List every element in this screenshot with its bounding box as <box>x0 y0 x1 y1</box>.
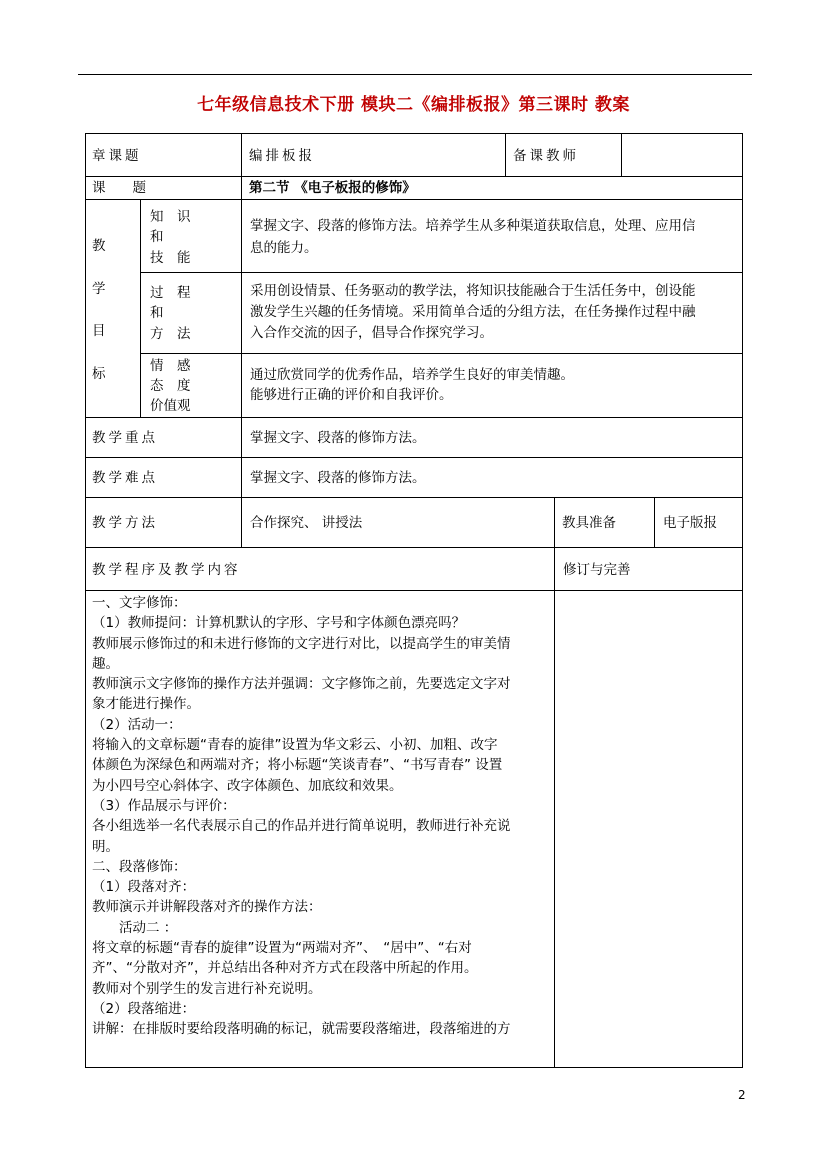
content-line-6: 象才能进行操作。 <box>92 696 200 713</box>
page-number: 2 <box>738 1088 746 1102</box>
objective-1-text-line-1: 掌握文字、段落的修饰方法。培养学生从多种渠道获取信息，处理、应用信 <box>250 218 696 234</box>
objective-2-text-line-1: 采用创设情景、任务驱动的教学法，将知识技能融合于生活任务中，创设能 <box>250 283 696 299</box>
objective-2-text-line-3: 入合作交流的因子，倡导合作探究学习。 <box>250 325 493 341</box>
content-line-17: 活动二 ： <box>92 919 178 936</box>
objective-3-label-line-3: 价值观 <box>150 398 191 414</box>
cell-teacher-value <box>621 133 743 177</box>
objectives-side-char-4: 标 <box>92 366 106 382</box>
content-line-9: 体颜色为深绿色和两端对齐；将小标题“笑谈青春”、“书写青春” 设置 <box>92 757 503 774</box>
method-value: 合作探究、 讲授法 <box>250 515 363 531</box>
chapter-label: 章课题 <box>92 148 142 164</box>
objective-2-label-line-2: 和 <box>150 305 164 321</box>
objective-1-label-line-3: 技 能 <box>150 250 191 266</box>
cell-objective-1-text <box>241 199 743 273</box>
objective-3-text-line-1: 通过欣赏同学的优秀作品，培养学生良好的审美情趣。 <box>250 367 574 383</box>
key-point-value: 掌握文字、段落的修饰方法。 <box>250 430 426 446</box>
objective-1-text-line-2: 息的能力。 <box>250 240 318 256</box>
content-line-13: 明。 <box>92 838 119 855</box>
objectives-side-char-1: 教 <box>92 238 106 254</box>
method-label: 教学方法 <box>92 515 158 531</box>
cell-objectives-side <box>85 199 141 418</box>
header-rule <box>78 74 752 75</box>
content-line-19: 齐”、“分散对齐”，并总结出各种对齐方式在段落中所起的作用。 <box>92 960 478 977</box>
teacher-label: 备课教师 <box>513 148 579 164</box>
content-line-21: （2）段落缩进： <box>92 1000 196 1017</box>
cell-revise-area <box>554 590 743 1068</box>
revise-label: 修订与完善 <box>563 562 631 578</box>
content-line-15: （1）段落对齐： <box>92 879 196 896</box>
objective-1-label-line-2: 和 <box>150 229 164 245</box>
objective-2-text-line-2: 激发学生兴趣的任务情境。采用简单合适的分组方法，在任务操作过程中融 <box>250 304 696 320</box>
content-line-1: 一、文字修饰： <box>92 595 187 611</box>
content-line-22: 讲解：在排版时要给段落明确的标记，就需要段落缩进，段落缩进的方 <box>92 1021 511 1038</box>
content-line-12: 各小组选举一名代表展示自己的作品并进行简单说明，教师进行补充说 <box>92 818 511 835</box>
tools-label: 教具准备 <box>562 515 616 531</box>
content-line-18: 将文章的标题“青春的旋律”设置为“两端对齐”、 “居中”、“右对 <box>92 940 472 957</box>
content-line-7: （2）活动一： <box>92 716 182 733</box>
objective-3-label-line-2: 态 度 <box>150 378 191 394</box>
content-line-16: 教师演示并讲解段落对齐的操作方法： <box>92 899 322 916</box>
objective-3-text-line-2: 能够进行正确的评价和自我评价。 <box>250 387 453 403</box>
key-point-label: 教学重点 <box>92 430 158 446</box>
document-title: 七年级信息技术下册 模块二《编排板报》第三课时 教案 <box>197 95 630 115</box>
difficulty-label: 教学难点 <box>92 470 158 486</box>
objective-2-label-line-3: 方 法 <box>150 326 191 342</box>
content-line-11: （3）作品展示与评价： <box>92 797 236 814</box>
content-line-14: 二、段落修饰： <box>92 858 187 875</box>
topic-label: 课 题 <box>92 180 146 196</box>
objective-1-label-line-1: 知 识 <box>150 209 191 225</box>
objective-3-label-line-1: 情 感 <box>150 358 191 374</box>
difficulty-value: 掌握文字、段落的修饰方法。 <box>250 470 426 486</box>
objective-2-label-line-1: 过 程 <box>150 285 191 301</box>
content-line-4: 趣。 <box>92 655 119 672</box>
content-line-2: （1）教师提问：计算机默认的字形、字号和字体颜色漂亮吗？ <box>92 615 466 632</box>
content-line-5: 教师演示文字修饰的操作方法并强调：文字修饰之前，先要选定文字对 <box>92 676 511 693</box>
topic-value: 第二节 《电子板报的修饰》 <box>249 180 416 196</box>
content-line-10: 为小四号空心斜体字、改字体颜色、加底纹和效果。 <box>92 777 403 794</box>
chapter-value: 编排板报 <box>249 148 315 164</box>
objectives-side-char-3: 目 <box>92 323 106 339</box>
tools-value: 电子版报 <box>663 515 717 531</box>
content-line-20: 教师对个别学生的发言进行补充说明。 <box>92 980 322 997</box>
objectives-side-char-2: 学 <box>92 281 106 297</box>
content-line-3: 教师展示修饰过的和未进行修饰的文字进行对比，以提高学生的审美情 <box>92 635 511 652</box>
lesson-content <box>92 593 554 1040</box>
content-line-8: 将输入的文章标题“青春的旋律”设置为华文彩云、小初、加粗、改字 <box>92 737 498 754</box>
process-label: 教学程序及教学内容 <box>92 562 241 578</box>
